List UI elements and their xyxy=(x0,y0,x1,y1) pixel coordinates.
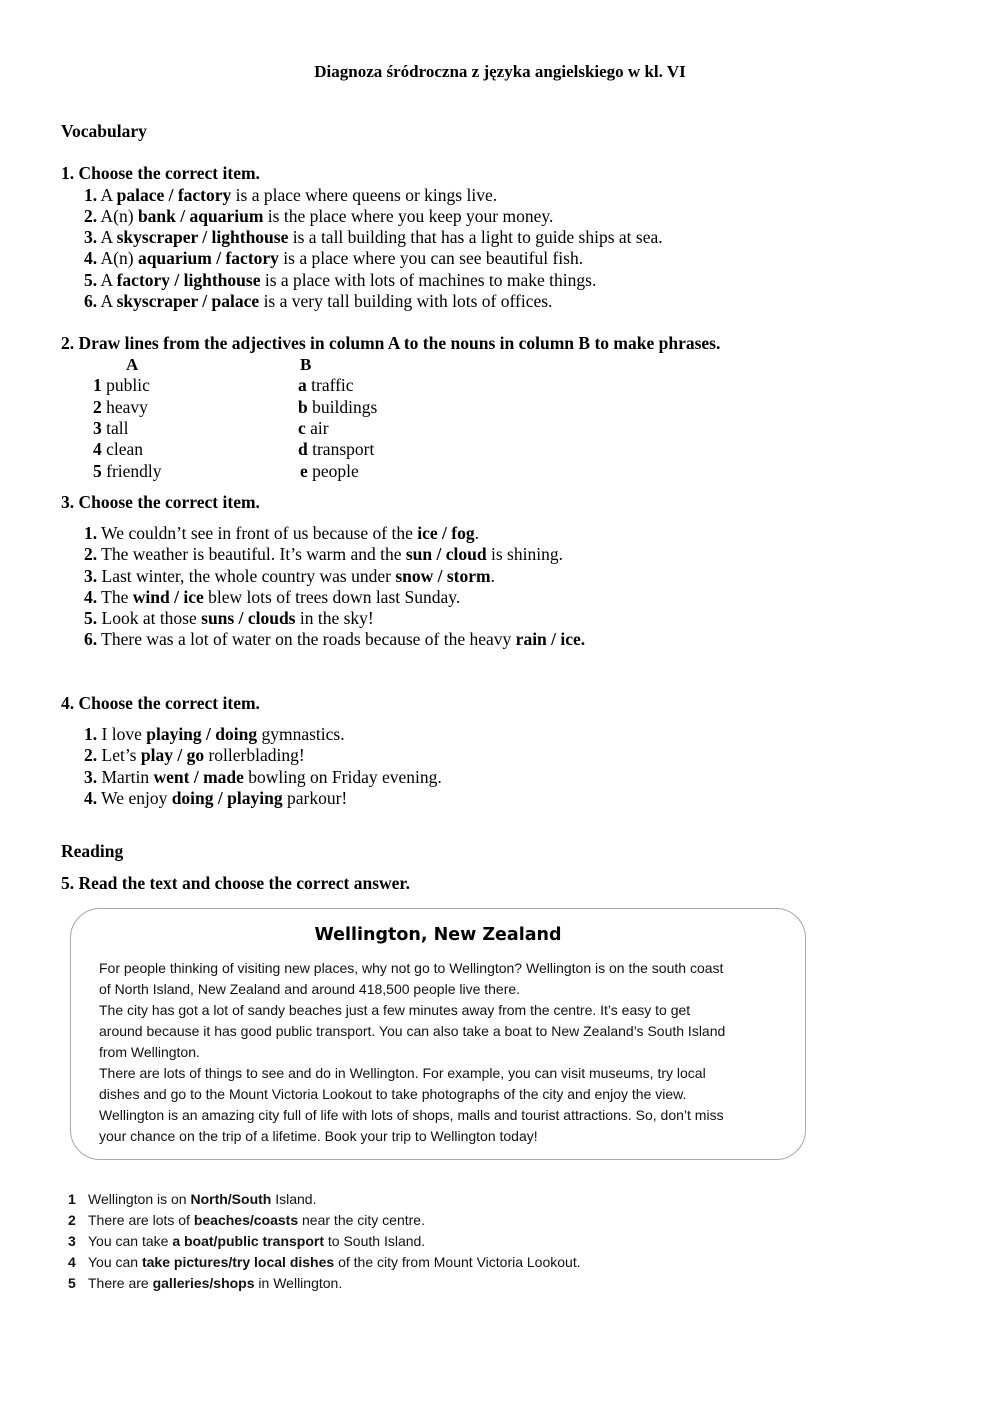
item-word: heavy xyxy=(101,397,148,417)
exercise-4-item xyxy=(84,788,347,809)
exercise-1-item xyxy=(84,185,497,206)
item-sentence xyxy=(88,1275,342,1291)
item-word: friendly xyxy=(101,461,162,481)
item-key: 5 xyxy=(93,461,102,481)
item-number: 1. xyxy=(84,523,98,543)
passage-line: dishes and go to the Mount Victoria Lookout to take photographs of the city and enjoy the view. xyxy=(99,1086,687,1102)
exercise-3-item xyxy=(84,566,495,587)
item-options: wind / ice xyxy=(132,587,204,607)
column-a-label: A xyxy=(126,355,139,374)
item-text-before: Martin xyxy=(97,767,154,787)
item-options: take pictures/try local dishes xyxy=(141,1254,335,1270)
item-options: galleries/shops xyxy=(152,1275,255,1291)
column-b-item xyxy=(298,375,354,396)
passage-title: Wellington, New Zealand xyxy=(314,925,562,945)
item-text-after: is a place where you can see beautiful fish. xyxy=(278,248,584,268)
item-text-after: is the place where you keep your money. xyxy=(263,206,554,226)
item-options: a boat/public transport xyxy=(172,1233,325,1249)
exercise-4-item xyxy=(84,745,305,766)
page-title: Diagnoza śródroczna z języka angielskiego w kl. VI xyxy=(314,62,686,81)
exercise-1-heading: 1. Choose the correct item. xyxy=(61,163,260,183)
item-key: c xyxy=(298,418,306,438)
exercise-5-heading: 5. Read the text and choose the correct answer. xyxy=(61,873,410,893)
item-options: suns / clouds xyxy=(201,608,296,628)
item-text-after: near the city centre. xyxy=(298,1212,425,1228)
item-options: went / made xyxy=(153,767,244,787)
item-text-before: You can xyxy=(88,1254,142,1270)
item-text-before: Look at those xyxy=(97,608,202,628)
item-text-before: We couldn’t see in front of us because of the xyxy=(97,523,418,543)
item-text-after: to South Island. xyxy=(324,1233,426,1249)
item-text-before: A xyxy=(97,227,117,247)
exercise-3-heading: 3. Choose the correct item. xyxy=(61,492,260,512)
item-number: 4. xyxy=(84,587,98,607)
item-number: 1. xyxy=(84,724,98,744)
item-number: 3. xyxy=(84,227,98,247)
reading-heading: Reading xyxy=(61,841,124,861)
column-a-item xyxy=(93,439,143,460)
item-key: 2 xyxy=(93,397,102,417)
item-number: 3 xyxy=(68,1233,76,1249)
item-text-before: The weather is beautiful. It’s warm and the xyxy=(97,544,406,564)
item-options: skyscraper / palace xyxy=(116,291,260,311)
item-text-after: bowling on Friday evening. xyxy=(243,767,442,787)
exercise-4-item xyxy=(84,724,345,745)
passage-line: from Wellington. xyxy=(99,1044,200,1060)
item-number: 2 xyxy=(68,1212,76,1228)
item-key: a xyxy=(298,375,307,395)
item-text-after: parkour! xyxy=(282,788,348,808)
item-number: 5. xyxy=(84,270,98,290)
item-number: 3. xyxy=(84,767,98,787)
item-number: 4. xyxy=(84,788,98,808)
item-text-after: in the sky! xyxy=(295,608,374,628)
passage-line: your chance on the trip of a lifetime. Book your trip to Wellington today! xyxy=(99,1128,538,1144)
passage-line: Wellington is an amazing city full of life with lots of shops, malls and tourist attractions. So, don’t miss xyxy=(99,1107,724,1123)
column-b-item xyxy=(298,418,329,439)
item-text-before: There are xyxy=(88,1275,153,1291)
item-text-after: is a tall building that has a light to guide ships at sea. xyxy=(288,227,663,247)
item-text-after: is shining. xyxy=(486,544,563,564)
item-sentence xyxy=(88,1233,425,1249)
column-a-item xyxy=(93,397,148,418)
item-text-before: Last winter, the whole country was under xyxy=(97,566,396,586)
item-options: bank / aquarium xyxy=(137,206,264,226)
item-text-after: is a place with lots of machines to make things. xyxy=(260,270,597,290)
vocabulary-heading: Vocabulary xyxy=(61,121,147,141)
item-options: rain / ice. xyxy=(515,629,586,649)
item-number: 2. xyxy=(84,544,98,564)
exercise-4-heading: 4. Choose the correct item. xyxy=(61,693,260,713)
item-number: 2. xyxy=(84,206,98,226)
item-number: 4. xyxy=(84,248,98,268)
item-word: people xyxy=(307,461,359,481)
item-text-before: A xyxy=(97,291,117,311)
item-sentence xyxy=(88,1191,316,1207)
exercise-3-item xyxy=(84,587,460,608)
item-key: e xyxy=(300,461,308,481)
exercise-3-item xyxy=(84,544,563,565)
item-options: aquarium / factory xyxy=(137,248,279,268)
item-number: 2. xyxy=(84,745,98,765)
item-text-before: A(n) xyxy=(97,248,138,268)
passage-line: The city has got a lot of sandy beaches just a few minutes away from the centre. It’s easy to get xyxy=(99,1002,691,1018)
item-key: 3 xyxy=(93,418,102,438)
column-b-label: B xyxy=(300,355,312,374)
column-b-item xyxy=(298,397,377,418)
item-word: tall xyxy=(101,418,129,438)
item-options: beaches/coasts xyxy=(193,1212,299,1228)
item-text-before: Wellington is on xyxy=(88,1191,191,1207)
item-options: sun / cloud xyxy=(405,544,487,564)
column-b-item xyxy=(300,461,359,482)
item-options: snow / storm xyxy=(395,566,491,586)
item-word: transport xyxy=(307,439,375,459)
item-number: 5 xyxy=(68,1275,76,1291)
item-number: 6. xyxy=(84,629,98,649)
column-a-item xyxy=(93,418,128,439)
item-word: traffic xyxy=(306,375,354,395)
exercise-1-item xyxy=(84,270,596,291)
item-text-after: Island. xyxy=(271,1191,317,1207)
item-text-before: The xyxy=(97,587,133,607)
exercise-3-item xyxy=(84,629,585,650)
passage-line: There are lots of things to see and do in Wellington. For example, you can visit museums, try local xyxy=(99,1065,706,1081)
item-text-after: . xyxy=(490,566,495,586)
item-text-after: . xyxy=(474,523,479,543)
column-a-item xyxy=(93,461,162,482)
item-number: 6. xyxy=(84,291,98,311)
item-options: ice / fog xyxy=(417,523,475,543)
item-text-before: A(n) xyxy=(97,206,138,226)
item-text-after: blew lots of trees down last Sunday. xyxy=(203,587,461,607)
item-text-before: There was a lot of water on the roads because of the heavy xyxy=(97,629,516,649)
item-key: 4 xyxy=(93,439,102,459)
exercise-2-heading: 2. Draw lines from the adjectives in column A to the nouns in column B to make phrases. xyxy=(61,333,721,353)
item-options: playing / doing xyxy=(146,724,258,744)
column-a-item xyxy=(93,375,150,396)
item-text-after: of the city from Mount Victoria Lookout. xyxy=(334,1254,581,1270)
item-number: 5. xyxy=(84,608,98,628)
item-word: air xyxy=(305,418,329,438)
item-text-after: is a place where queens or kings live. xyxy=(231,185,498,205)
exercise-1-item xyxy=(84,248,583,269)
item-word: clean xyxy=(101,439,144,459)
item-text-after: in Wellington. xyxy=(254,1275,343,1291)
item-key: d xyxy=(298,439,308,459)
item-number: 1. xyxy=(84,185,98,205)
item-options: doing / playing xyxy=(171,788,283,808)
item-options: palace / factory xyxy=(116,185,232,205)
item-options: skyscraper / lighthouse xyxy=(116,227,289,247)
item-text-before: There are lots of xyxy=(88,1212,194,1228)
exercise-3-item xyxy=(84,523,479,544)
item-text-after: rollerblading! xyxy=(204,745,305,765)
column-b-item xyxy=(298,439,374,460)
item-options: factory / lighthouse xyxy=(116,270,261,290)
exercise-4-item xyxy=(84,767,442,788)
item-text-before: We enjoy xyxy=(97,788,172,808)
item-text-before: You can take xyxy=(88,1233,173,1249)
item-word: buildings xyxy=(307,397,378,417)
exercise-1-item xyxy=(84,227,663,248)
item-key: 1 xyxy=(93,375,102,395)
item-number: 1 xyxy=(68,1191,76,1207)
item-options: play / go xyxy=(140,745,205,765)
item-sentence xyxy=(88,1212,425,1228)
item-text-after: is a very tall building with lots of offices. xyxy=(259,291,553,311)
exercise-3-item xyxy=(84,608,374,629)
passage-line: For people thinking of visiting new places, why not go to Wellington? Wellington is on the south coast xyxy=(99,960,724,976)
item-text-before: A xyxy=(97,185,117,205)
item-options: North/South xyxy=(190,1191,272,1207)
item-text-before: A xyxy=(97,270,117,290)
passage-line: around because it has good public transport. You can also take a boat to New Zealand’s South Island xyxy=(99,1023,726,1039)
passage-line: of North Island, New Zealand and around 418,500 people live there. xyxy=(99,981,521,997)
exercise-1-item xyxy=(84,291,552,312)
item-number: 4 xyxy=(68,1254,76,1270)
exercise-1-item xyxy=(84,206,553,227)
item-word: public xyxy=(101,375,150,395)
item-sentence xyxy=(88,1254,581,1270)
item-text-after: gymnastics. xyxy=(257,724,345,744)
item-number: 3. xyxy=(84,566,98,586)
item-text-before: Let’s xyxy=(97,745,141,765)
item-text-before: I love xyxy=(97,724,147,744)
item-key: b xyxy=(298,397,308,417)
